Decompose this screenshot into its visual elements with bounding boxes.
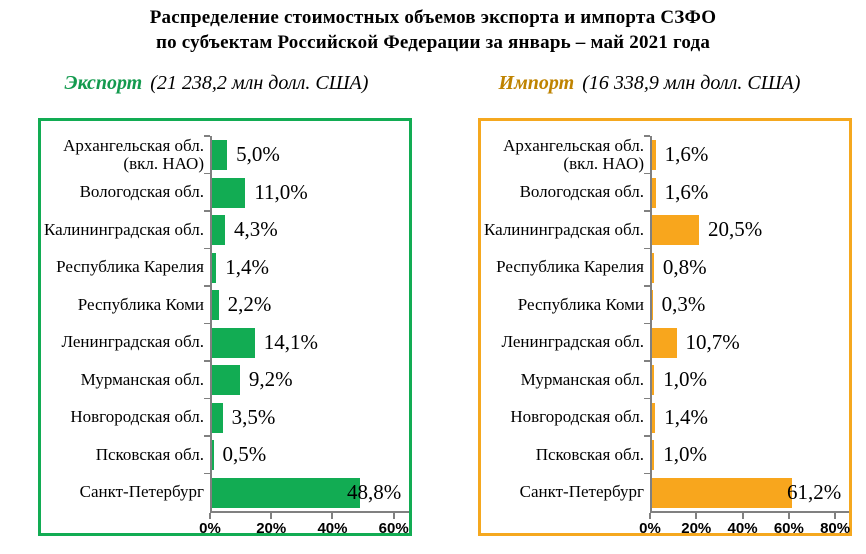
category-label: Ленинградская обл. [61,332,204,352]
value-label: 1,4% [664,404,708,429]
value-label: 9,2% [248,367,293,391]
import-subtitle-heading: Импорт [498,72,575,94]
category-label: Архангельская обл. (вкл. НАО) [503,135,644,173]
category-label: Ленинградская обл. [501,332,644,352]
value-label: 3,5% [231,404,276,429]
category-label: Санкт-Петербург [519,482,644,502]
bar [212,365,240,395]
export-subtitle-heading: Экспорт [64,72,143,94]
category-label: Вологодская обл. [519,182,644,202]
page-title [0,0,866,55]
export-chart-box [38,118,412,536]
bar [212,215,225,245]
chart-row [481,361,849,399]
export-subtitle [0,68,433,98]
value-label: 10,7% [685,329,740,354]
bar [212,290,219,320]
value-label: 4,3% [234,217,278,241]
value-label: 1,0% [663,367,708,391]
category-label: Архангельская обл. (вкл. НАО) [63,135,204,173]
charts-container [0,118,866,536]
chart-row [41,361,409,399]
axis-tick [649,513,651,519]
category-label: Псковская обл. [95,444,204,464]
x-axis [639,511,851,545]
category-label: Псковская обл. [535,444,644,464]
category-label: Мурманская обл. [80,369,204,389]
axis-tick-label: 60% [773,520,804,537]
chart-row [41,474,409,512]
category-label: Республика Карелия [496,257,644,277]
bar [652,290,653,320]
value-label: 5,0% [236,142,280,166]
plot-cell [650,136,849,174]
value-label: 11,0% [254,179,308,204]
chart-row [481,436,849,474]
plot-cell [210,211,409,249]
axis-tick [393,513,395,519]
category-label: Республика Коми [77,294,204,314]
chart-row [41,286,409,324]
axis-tick-label: 40% [317,520,348,537]
chart-row [41,436,409,474]
category-label: Калининградская обл. [44,219,204,239]
chart-row [481,174,849,212]
category-label: Новгородская обл. [70,407,204,427]
plot-cell [650,361,849,399]
value-label: 48,8% [347,479,402,504]
plot-cell [210,436,409,474]
value-label: 0,8% [662,254,707,279]
axis-tick [331,513,333,519]
value-label: 0,3% [661,292,706,316]
bar [652,140,656,170]
plot-cell [210,174,409,212]
chart-row [41,136,409,174]
category-label: Санкт-Петербург [79,482,204,502]
plot-cell [210,361,409,399]
axis-tick [834,513,836,519]
axis-tick-label: 20% [681,520,712,537]
value-label: 1,4% [225,254,269,279]
value-label: 20,5% [707,217,763,241]
axis-tick-label: 0% [639,520,661,537]
chart-row [481,136,849,174]
bar [652,253,654,283]
axis-tick-label: 20% [256,520,287,537]
bar [212,140,227,170]
import-chart-box [478,118,852,536]
plot-cell [650,249,849,287]
axis-tick-label: 0% [199,520,221,537]
category-label: Вологодская обл. [79,182,204,202]
value-label: 1,6% [664,142,709,166]
category-label: Мурманская обл. [520,369,644,389]
value-label: 14,1% [263,329,318,354]
category-label: Калининградская обл. [484,219,644,239]
chart-row [481,324,849,362]
import-subtitle-note: (16 338,9 млн долл. США) [582,72,801,94]
chart-row [481,249,849,287]
category-label: Республика Карелия [56,257,204,277]
plot-cell [650,174,849,212]
value-label: 61,2% [787,479,842,504]
plot-cell [650,324,849,362]
chart-row [41,174,409,212]
chart-subtitles [0,68,866,98]
plot-cell [650,286,849,324]
plot-cell [650,211,849,249]
value-label: 0,5% [222,442,267,466]
bar [652,478,792,508]
chart-row [481,399,849,437]
chart-row [481,286,849,324]
bar [212,403,223,433]
chart-row [41,211,409,249]
plot-cell [210,324,409,362]
plot-cell [210,399,409,437]
value-label: 2,2% [227,292,272,316]
chart-row [41,399,409,437]
axis-tick [742,513,744,519]
title-line-2: по субъектам Российской Федерации за январь – май 2021 года [155,32,711,53]
axis-tick-label: 60% [378,520,409,537]
chart-row [481,211,849,249]
chart-row [41,249,409,287]
axis-tick-label: 40% [727,520,758,537]
plot-cell [210,249,409,287]
bar [212,478,360,508]
chart-row [41,324,409,362]
title-line-1: Распределение стоимостных объемов экспорта и импорта СЗФО [149,7,717,28]
x-axis [199,511,409,545]
bar [212,328,255,358]
bar [212,178,245,208]
plot-cell [210,474,409,512]
value-label: 1,6% [664,179,709,204]
bar [212,440,214,470]
bar [212,253,216,283]
plot-cell [650,399,849,437]
import-subtitle [433,68,866,98]
plot-cell [210,286,409,324]
category-label: Республика Коми [517,294,644,314]
value-label: 1,0% [663,442,708,466]
category-label: Новгородская обл. [510,407,644,427]
axis-tick [788,513,790,519]
axis-tick [695,513,697,519]
axis-tick [209,513,211,519]
bar [652,178,656,208]
plot-cell [650,436,849,474]
bar [652,403,655,433]
bar [652,440,654,470]
bar [652,215,699,245]
bar [652,365,654,395]
export-subtitle-note: (21 238,2 млн долл. США) [150,72,369,94]
axis-tick [270,513,272,519]
plot-cell [210,136,409,174]
axis-tick-label: 80% [820,520,851,537]
bar [652,328,677,358]
chart-row [481,474,849,512]
plot-cell [650,474,849,512]
